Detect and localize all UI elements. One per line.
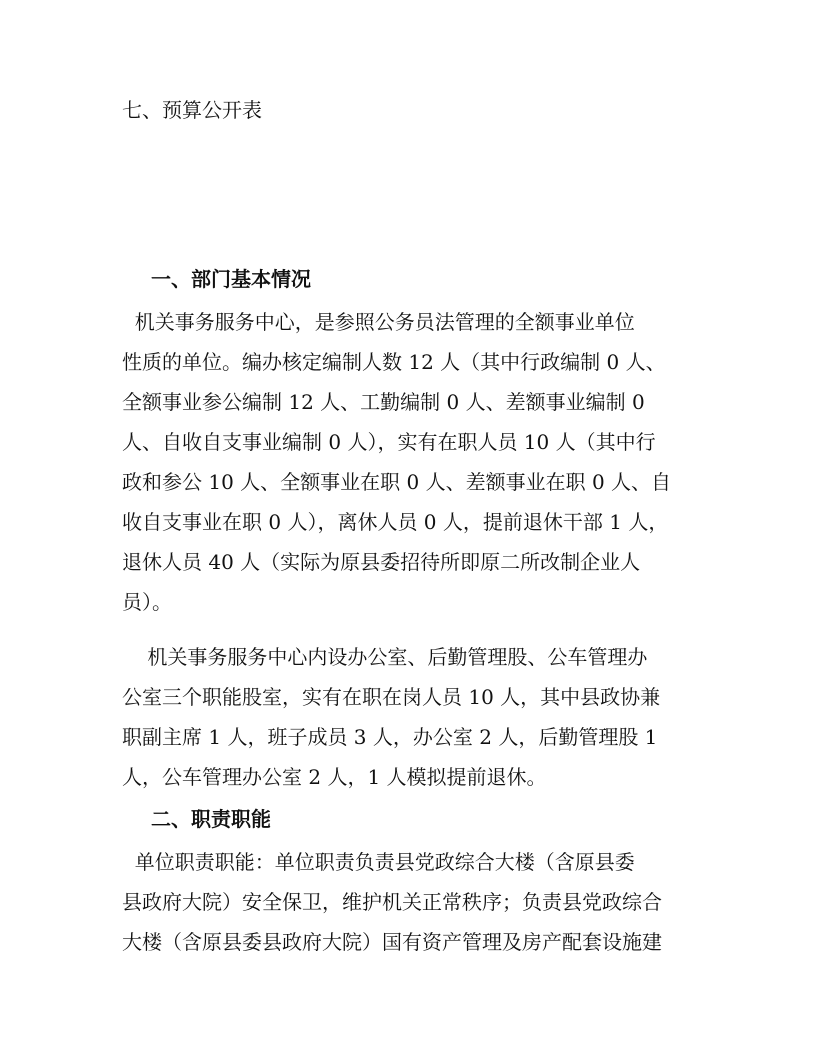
section-heading-basic-info: 一、部门基本情况 <box>151 267 311 291</box>
paragraph-line: 公室三个职能股室，实有在职在岗人员 10 人，其中县政协兼 <box>122 685 661 709</box>
paragraph-line: 性质的单位。编办核定编制人数 12 人（其中行政编制 0 人、 <box>122 350 666 374</box>
paragraph-line: 退休人员 40 人（实际为原县委招待所即原二所改制企业人 <box>122 550 641 574</box>
paragraph-line: 人、自收自支事业编制 0 人），实有在职人员 10 人（其中行 <box>122 430 656 454</box>
paragraph-line: 单位职责职能：单位职责负责县党政综合大楼（含原县委 <box>122 850 635 874</box>
paragraph-line: 机关事务服务中心，是参照公务员法管理的全额事业单位 <box>122 310 635 334</box>
paragraph-line: 全额事业参公编制 12 人、工勤编制 0 人、差额事业编制 0 <box>122 390 645 414</box>
paragraph-line: 政和参公 10 人、全额事业在职 0 人、差额事业在职 0 人、自 <box>122 470 672 494</box>
paragraph-line: 人，公车管理办公室 2 人，1 人模拟提前退休。 <box>122 765 547 789</box>
toc-item: 七、预算公开表 <box>122 98 262 122</box>
paragraph-line: 大楼（含原县委县政府大院）国有资产管理及房产配套设施建 <box>122 930 662 954</box>
paragraph-line: 机关事务服务中心内设办公室、后勤管理股、公车管理办 <box>122 645 648 669</box>
section-heading-duties: 二、职责职能 <box>151 807 271 831</box>
paragraph-line: 县政府大院）安全保卫，维护机关正常秩序；负责县党政综合 <box>122 890 662 914</box>
paragraph-line: 员）。 <box>122 590 172 614</box>
paragraph-line: 收自支事业在职 0 人），离休人员 0 人，提前退休干部 1 人， <box>122 510 669 534</box>
paragraph-line: 职副主席 1 人，班子成员 3 人，办公室 2 人，后勤管理股 1 <box>122 725 658 749</box>
